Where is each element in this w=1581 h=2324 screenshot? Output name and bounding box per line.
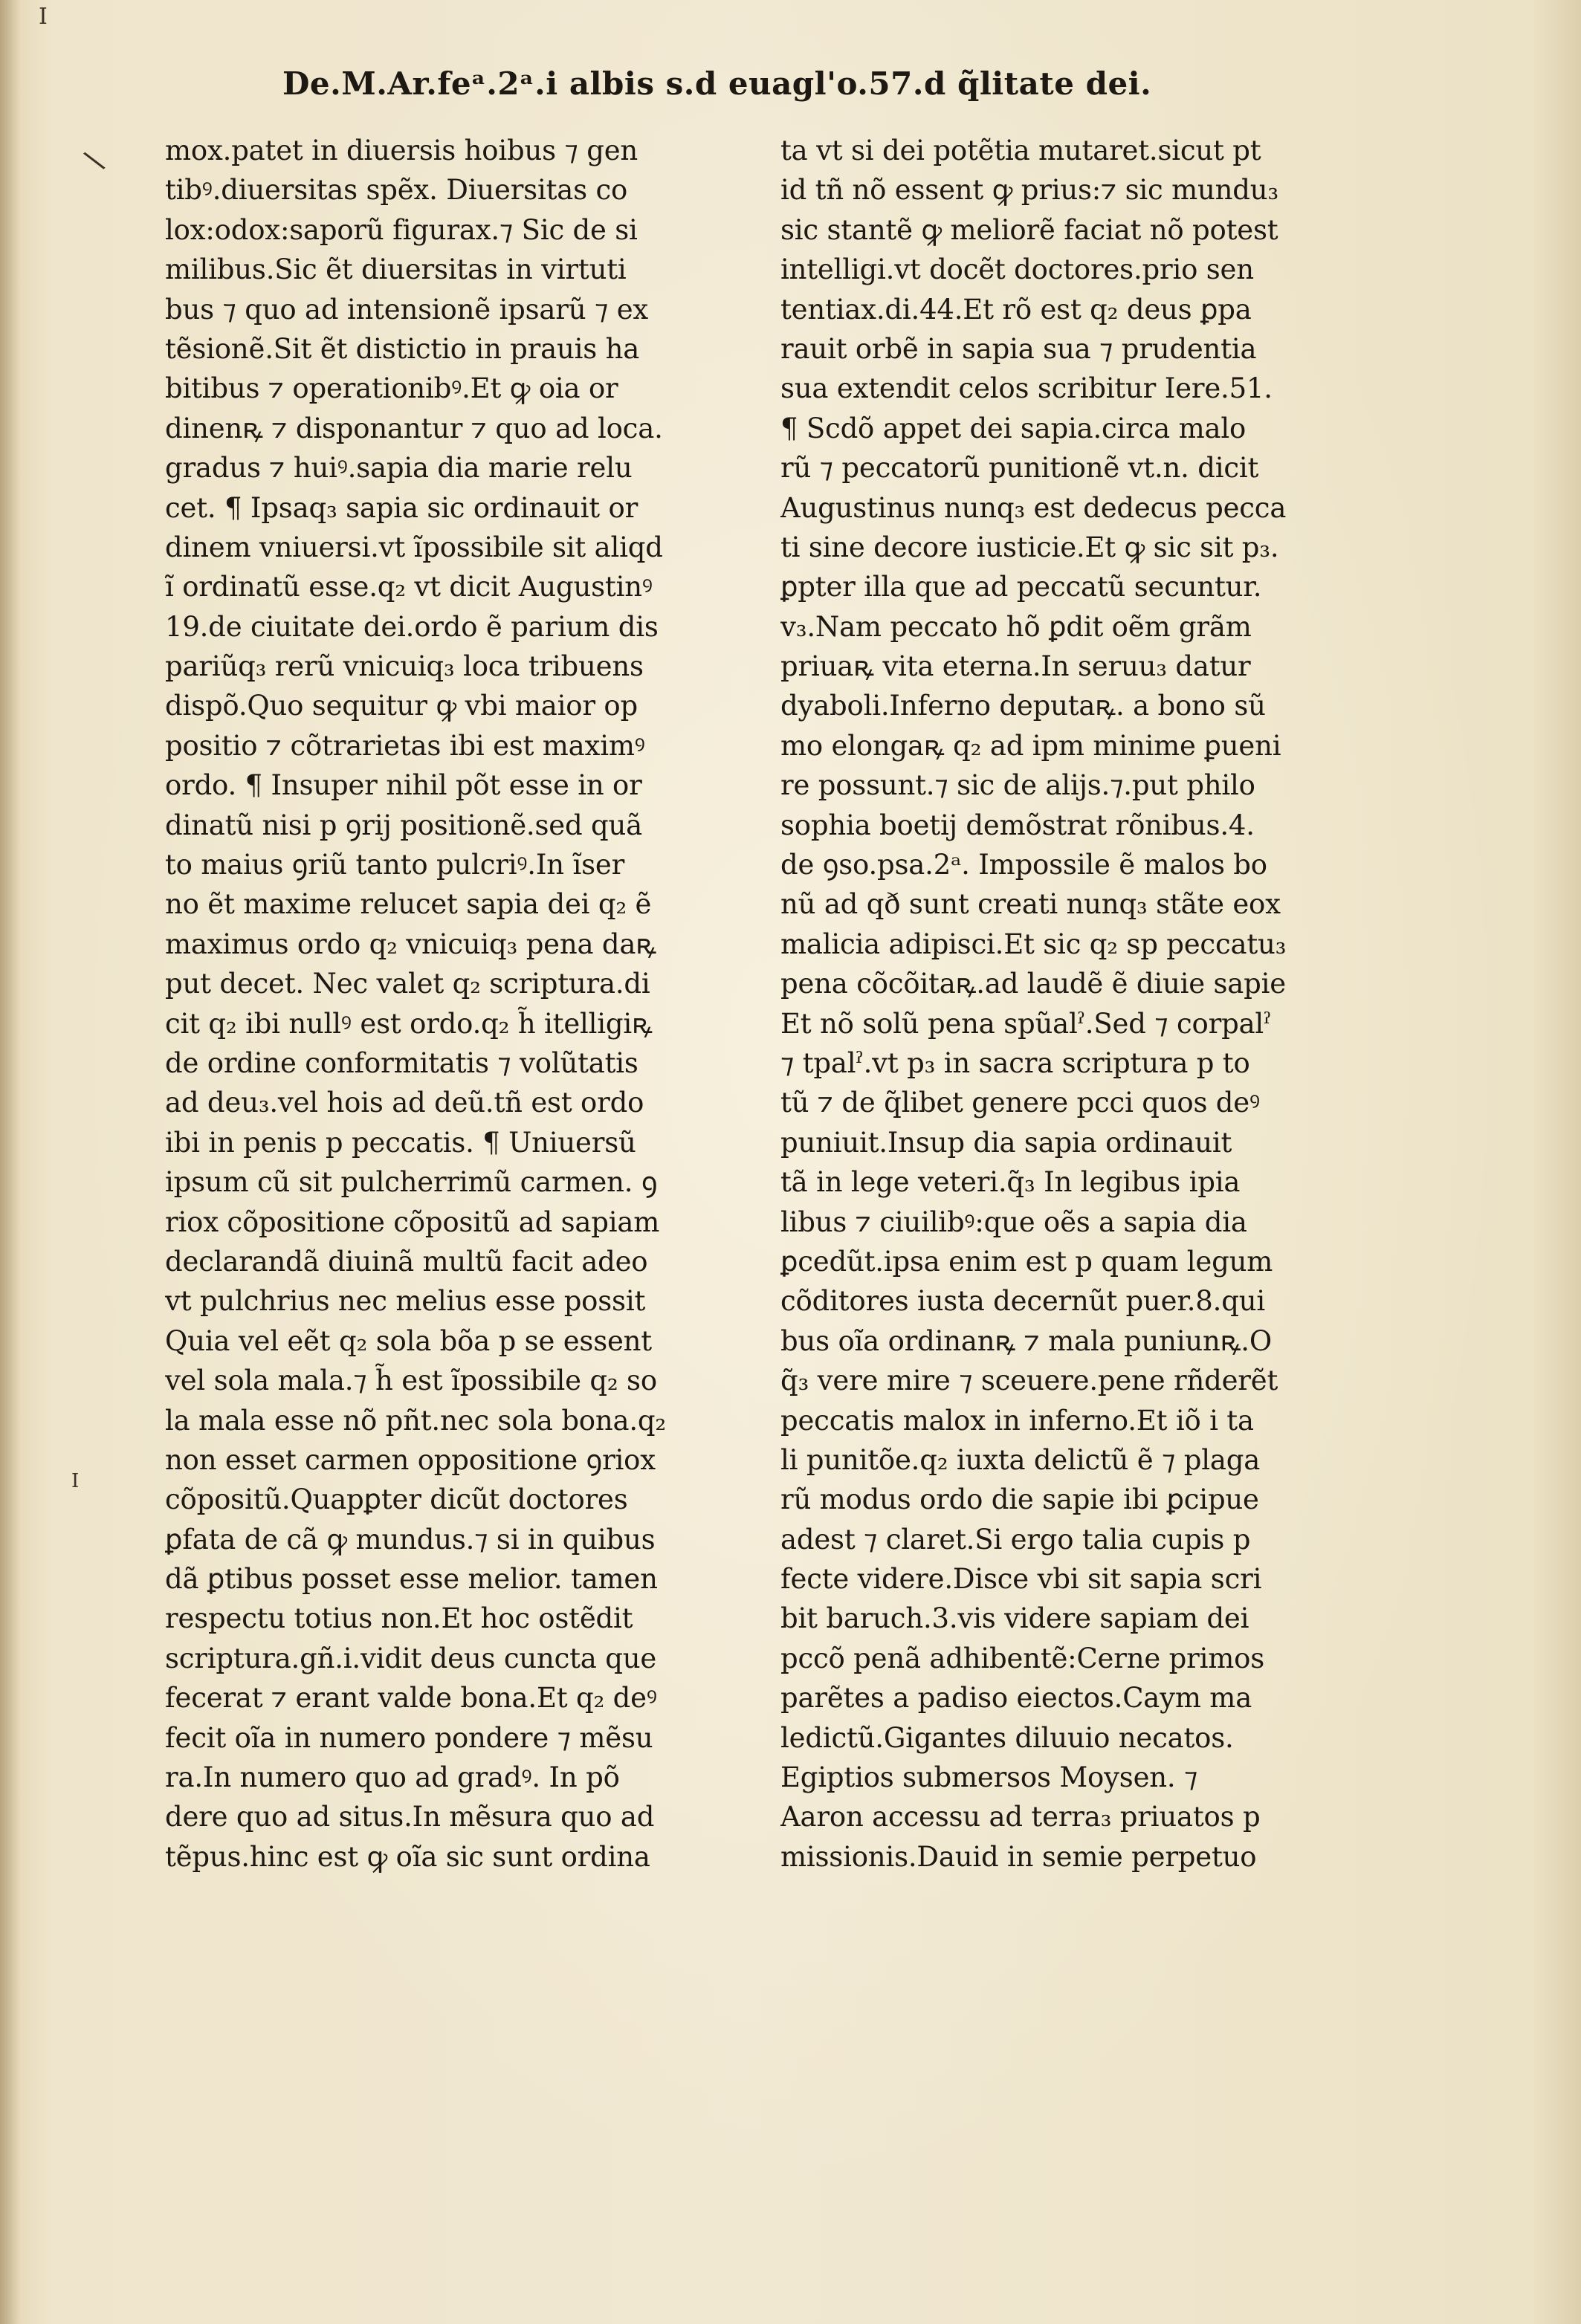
text-line: ĩ ordinatũ esse.q₂ vt dicit Augustinꝰ xyxy=(165,571,653,603)
text-line: cõpositũ.Quapꝑter dicũt doctores xyxy=(165,1483,628,1516)
text-line: tentiax.di.44.Et rõ est q₂ deus ꝑpa xyxy=(780,293,1252,326)
text-line: rũ modus ordo die sapie ibi ꝑcipue xyxy=(780,1483,1259,1516)
text-line: ⁊ tpalˀ.vt p₃ in sacra scriptura p to xyxy=(780,1046,1250,1079)
text-line: malicia adipisci.Et sic q₂ sp peccatu₃ xyxy=(780,928,1287,960)
text-line: no ẽt maxime relucet sapia dei q₂ ẽ xyxy=(165,888,652,921)
text-line: nũ ad qð sunt creati nunq₃ stãte eox xyxy=(780,888,1281,921)
text-line: ta vt si dei potẽtia mutaret.sicut pt xyxy=(780,135,1261,166)
text-line: Augustinus nunq₃ est dedecus pecca xyxy=(780,491,1287,524)
text-line: li punitõe.q₂ iuxta delictũ ẽ ⁊ plaga xyxy=(780,1443,1261,1476)
right-column xyxy=(780,131,1375,1877)
text-line: bus oĩa ordinanꝶ ⁊ mala puniunꝶ.O xyxy=(780,1324,1273,1357)
text-line: mo elongaꝶ q₂ ad ipm minime ꝑueni xyxy=(780,729,1281,762)
text-line: vt pulchrius nec melius esse possit xyxy=(165,1285,646,1318)
margin-tick-top: I xyxy=(39,4,48,30)
text-line: Egiptios submersos Moysen. ⁊ xyxy=(780,1761,1198,1794)
text-line: intelligi.vt docẽt doctores.prio sen xyxy=(780,253,1254,286)
text-line: maximus ordo q₂ vnicuiq₃ pena daꝶ xyxy=(165,928,656,960)
text-line: dinem vniuersi.vt ĩpossibile sit aliqd xyxy=(165,531,663,563)
text-line: ordo. ¶ Insuper nihil põt esse in or xyxy=(165,769,642,802)
text-line: fecit oĩa in numero pondere ⁊ mẽsu xyxy=(165,1721,653,1754)
text-line: ad deu₃.vel hois ad deũ.tñ est ordo xyxy=(165,1087,644,1119)
text-line: ꝑfata de cã ꝙ mundus.⁊ si in quibus xyxy=(165,1523,656,1556)
text-line: rũ ⁊ peccatorũ punitionẽ vt.n. dicit xyxy=(780,452,1259,485)
text-line: ti sine decore iusticie.Et ꝙ sic sit p₃. xyxy=(780,531,1279,563)
text-line: dyaboli.Inferno deputaꝶ. a bono sũ xyxy=(780,690,1266,722)
text-line: sua extendit celos scribitur Iere.51. xyxy=(780,372,1273,405)
text-line: fecte videre.Disce vbi sit sapia scri xyxy=(780,1563,1262,1596)
text-line: declarandã diuinã multũ facit adeo xyxy=(165,1245,648,1278)
text-line: dere quo ad situs.In mẽsura quo ad xyxy=(165,1801,655,1833)
text-line: tã in lege veteri.q̃₃ In legibus ipia xyxy=(780,1166,1241,1199)
text-line: ipsum cũ sit pulcherrimũ carmen. ꝯ xyxy=(165,1166,658,1199)
binding-gutter xyxy=(0,0,19,2324)
text-line: scriptura.gñ.i.vidit deus cuncta que xyxy=(165,1642,657,1674)
text-line: dinenꝶ ⁊ disponantur ⁊ quo ad loca. xyxy=(165,412,663,444)
text-line: lox:odox:saporũ figurax.⁊ Sic de si xyxy=(165,213,638,246)
text-line: vel sola mala.⁊ h̃ est ĩpossibile q₂ so xyxy=(165,1365,657,1397)
text-line: adest ⁊ claret.Si ergo talia cupis p xyxy=(780,1523,1251,1556)
text-line: v₃.Nam peccato hõ ꝑdit oẽm grãm xyxy=(780,610,1252,643)
text-line: to maius ꝯriũ tanto pulcriꝰ.In ĩser xyxy=(165,849,625,881)
text-line: ¶ Scdõ appet dei sapia.circa malo xyxy=(780,412,1247,444)
text-line: fecerat ⁊ erant valde bona.Et q₂ deꝰ xyxy=(165,1682,657,1715)
text-line: Et nõ solũ pena spũalˀ.Sed ⁊ corpalˀ xyxy=(780,1007,1272,1040)
text-line: ledictũ.Gigantes diluuio necatos. xyxy=(780,1721,1234,1754)
left-column xyxy=(165,131,760,1877)
text-line: sophia boetij demõstrat rõnibus.4. xyxy=(780,809,1255,841)
text-line: tẽsionẽ.Sit ẽt distictio in prauis ha xyxy=(165,332,640,365)
text-line: dispõ.Quo sequitur ꝙ vbi maior op xyxy=(165,690,638,722)
text-line: cõditores iusta decernũt puer.8.qui xyxy=(780,1285,1265,1318)
text-line: de ꝯso.psa.2ᵃ. Impossile ẽ malos bo xyxy=(780,849,1267,881)
text-line: Quia vel eẽt q₂ sola bõa p se essent xyxy=(165,1324,652,1357)
text-line: bit baruch.3.vis videre sapiam dei xyxy=(780,1602,1249,1635)
text-line: ꝑcedũt.ipsa enim est p quam legum xyxy=(780,1245,1273,1278)
text-line: cit q₂ ibi nullꝰ est ordo.q₂ h̃ itelligiꝶ xyxy=(165,1007,653,1040)
text-line: priuaꝶ vita eterna.In seruu₃ datur xyxy=(780,650,1251,683)
text-line: 19.de ciuitate dei.ordo ẽ parium dis xyxy=(165,610,659,643)
text-line: pena cõcõitaꝶ.ad laudẽ ẽ diuie sapie xyxy=(780,968,1286,1000)
text-line: missionis.Dauid in semie perpetuo xyxy=(780,1840,1257,1873)
text-line: parẽtes a padiso eiectos.Caym ma xyxy=(780,1682,1252,1715)
text-line: re possunt.⁊ sic de alijs.⁊.put philo xyxy=(780,769,1255,802)
text-line: q̃₃ vere mire ⁊ sceuere.pene rñderẽt xyxy=(780,1365,1278,1397)
text-line: bitibus ⁊ operationibꝰ.Et ꝙ oia or xyxy=(165,372,618,405)
text-line: id tñ nõ essent ꝙ prius:⁊ sic mundu₃ xyxy=(780,174,1278,207)
text-line: la mala esse nõ pñt.nec sola bona.q₂ xyxy=(165,1404,667,1437)
text-line: dinatũ nisi p ꝯrij positionẽ.sed quã xyxy=(165,809,642,841)
text-line: sic stantẽ ꝙ meliorẽ faciat nõ potest xyxy=(780,213,1278,246)
text-line: tẽpus.hinc est ꝙ oĩa sic sunt ordina xyxy=(165,1840,650,1873)
text-line: tibꝰ.diuersitas spẽx. Diuersitas co xyxy=(165,174,628,207)
text-line: ra.In numero quo ad gradꝰ. In põ xyxy=(165,1761,620,1794)
running-head: De.M.Ar.feᵃ.2ᵃ.i albis s.d euagl'o.57.d q̃litate dei. xyxy=(282,65,1152,102)
text-line: mox.patet in diuersis hoibus ⁊ gen xyxy=(165,135,638,166)
text-line: libus ⁊ ciuilibꝰ:que oẽs a sapia dia xyxy=(780,1205,1247,1238)
text-line: cet. ¶ Ipsaq₃ sapia sic ordinauit or xyxy=(165,491,638,524)
text-line: rauit orbẽ in sapia sua ⁊ prudentia xyxy=(780,332,1257,365)
text-line: non esset carmen oppositione ꝯriox xyxy=(165,1443,656,1476)
text-line: ibi in penis p peccatis. ¶ Uniuersũ xyxy=(165,1126,636,1159)
text-line: respectu totius non.Et hoc ostẽdit xyxy=(165,1602,633,1635)
text-line: riox cõpositione cõpositũ ad sapiam xyxy=(165,1205,660,1238)
text-line: peccatis malox in inferno.Et iõ i ta xyxy=(780,1404,1254,1437)
text-line: de ordine conformitatis ⁊ volũtatis xyxy=(165,1046,638,1079)
text-line: dã ꝑtibus posset esse melior. tamen xyxy=(165,1563,658,1596)
text-line: bus ⁊ quo ad intensionẽ ipsarũ ⁊ ex xyxy=(165,293,649,326)
text-line: Aaron accessu ad terra₃ priuatos p xyxy=(780,1801,1261,1833)
text-line: pariũq₃ rerũ vnicuiq₃ loca tribuens xyxy=(165,650,644,683)
text-line: put decet. Nec valet q₂ scriptura.di xyxy=(165,968,650,1000)
text-line: ꝑpter illa que ad peccatũ secuntur. xyxy=(780,571,1262,603)
margin-mark-top: \ xyxy=(80,143,109,178)
text-line: gradus ⁊ huiꝰ.sapia dia marie relu xyxy=(165,452,633,485)
text-line: pccõ penã adhibentẽ:Cerne primos xyxy=(780,1642,1264,1674)
text-line: tũ ⁊ de q̃libet genere pcci quos deꝰ xyxy=(780,1087,1260,1119)
text-line: milibus.Sic ẽt diuersitas in virtuti xyxy=(165,253,627,286)
margin-tick-lower: I xyxy=(71,1470,80,1492)
text-line: positio ⁊ cõtrarietas ibi est maximꝰ xyxy=(165,729,645,762)
text-line: puniuit.Insup dia sapia ordinauit xyxy=(780,1126,1232,1159)
